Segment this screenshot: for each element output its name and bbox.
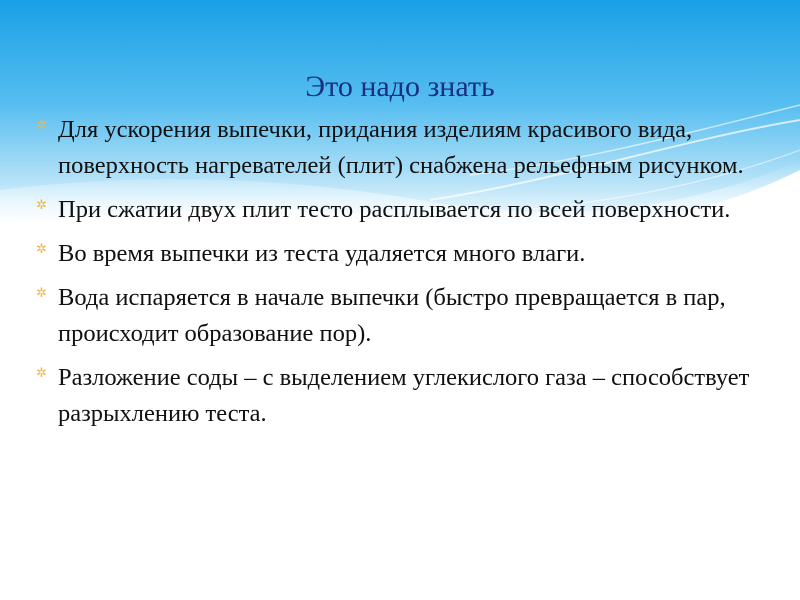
bullet-text: Разложение соды – с выделением углекислого газа – способствует разрыхлению теста. — [58, 364, 750, 427]
asterisk-icon: ✲ — [36, 117, 47, 132]
slide-title: Это надо знать — [305, 70, 495, 103]
bullet-list — [36, 112, 771, 440]
list-item — [36, 360, 771, 432]
list-item — [36, 280, 771, 352]
asterisk-icon: ✲ — [36, 197, 47, 212]
bullet-text: Вода испаряется в начале выпечки (быстро превращается в пар, происходит образование пор). — [58, 284, 726, 347]
bullet-text: При сжатии двух плит тесто расплывается по всей поверхности. — [58, 196, 731, 223]
list-item — [36, 236, 771, 272]
list-item — [36, 112, 771, 184]
list-item — [36, 192, 771, 228]
asterisk-icon: ✲ — [36, 241, 47, 256]
asterisk-icon: ✲ — [36, 285, 47, 300]
asterisk-icon: ✲ — [36, 365, 47, 380]
bullet-text: Для ускорения выпечки, придания изделиям красивого вида, поверхность нагревателей (плит) снабжена рельефным рисунком. — [58, 116, 744, 179]
bullet-text: Во время выпечки из теста удаляется много влаги. — [58, 240, 586, 267]
